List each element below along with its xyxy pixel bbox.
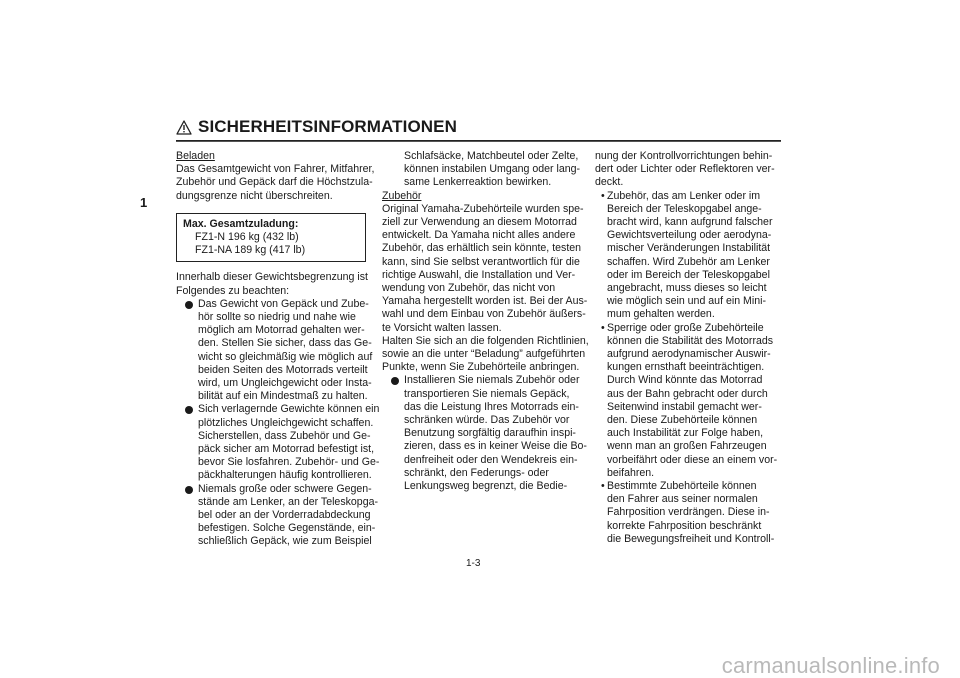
load-limit-value: FZ1-NA 189 kg (417 lb) — [195, 244, 306, 257]
column-2 — [382, 150, 589, 493]
text-line: angebracht, muss dieses so leicht — [607, 282, 767, 295]
text-line: transportieren Sie niemals Gepäck, — [404, 387, 570, 400]
text-line: Yamaha hergestellt worden ist. Bei der Aus- — [382, 295, 588, 308]
text-line: denfreiheit oder den Wendekreis ein- — [404, 453, 578, 466]
page-title: SICHERHEITSINFORMATIONEN — [198, 117, 457, 136]
text-line: oder im Bereich der Teleskopgabel — [607, 268, 770, 281]
text-line: bracht wird, kann aufgrund falscher — [607, 216, 773, 229]
bullet-dot-icon — [185, 406, 193, 414]
bullet-item — [595, 480, 785, 546]
column-3 — [595, 150, 785, 546]
text-line: Zubehör und Gepäck darf die Höchstzula- — [176, 176, 373, 189]
text-line: das die Leistung Ihres Motorrads ein- — [404, 400, 579, 413]
text-line: Das Gesamtgewicht von Fahrer, Mitfahrer, — [176, 163, 375, 176]
warning-triangle-icon — [176, 120, 192, 135]
text-line: Seitenwind instabil gemacht wer- — [607, 400, 762, 413]
bullet-item — [176, 298, 374, 404]
text-line: schränken würde. Das Zubehör vor — [404, 414, 570, 427]
text-line: stände am Lenker, an der Teleskopga- — [198, 495, 379, 508]
text-line: hör sollte so niedrig und nahe wie — [198, 311, 356, 324]
text-line: dungsgrenze nicht überschreiten. — [176, 189, 333, 202]
bullet-point-icon: • — [601, 189, 605, 202]
text-line: bilität auf ein Mindestmaß zu halten. — [198, 390, 368, 403]
text-line: Sich verlagernde Gewichte können ein — [198, 403, 380, 416]
bullet-item — [176, 482, 379, 549]
text-line: wicht so gleichmäßig wie möglich auf — [198, 350, 373, 363]
text-line: Niemals große oder schwere Gegen- — [198, 482, 372, 495]
text-line: aus der Bahn gebracht oder durch — [607, 387, 768, 400]
text-line: wie möglich sein und auf ein Mini- — [607, 295, 766, 308]
header-divider — [176, 140, 781, 142]
text-line: Zubehör, das am Lenker oder im — [607, 189, 761, 202]
text-line: wendung von Zubehör, das nicht von — [382, 282, 556, 295]
text-line: den Fahrer aus seiner normalen — [607, 493, 758, 506]
text-line: Bereich der Teleskopgabel ange- — [607, 202, 762, 215]
text-line: schließlich Gepäck, wie zum Beispiel — [198, 535, 372, 548]
text-line: Schlafsäcke, Matchbeutel oder Zelte, — [404, 150, 579, 162]
text-line: Folgendes zu beachten: — [176, 284, 290, 297]
text-line: Benutzung sorgfältig daraufhin inspi- — [404, 427, 576, 440]
text-line: Sicherstellen, dass Zubehör und Ge- — [198, 429, 371, 442]
text-line: Lenkungsweg begrenzt, die Bedie- — [404, 480, 568, 493]
bullet-item — [595, 322, 785, 480]
text-line: Punkte, wenn Sie Zubehörteile anbringen. — [382, 361, 580, 374]
load-limit-box — [176, 213, 366, 263]
text-line: bel oder an der Vorderradabdeckung — [198, 509, 371, 522]
text-line: den. Stellen Sie sicher, dass das Ge- — [198, 337, 372, 350]
text-line: wahl und dem Einbau von Zubehör äußers- — [382, 308, 586, 321]
text-line: sowie an die unter “Beladung” aufgeführten — [382, 348, 586, 361]
bullet-item — [176, 403, 380, 482]
bullet-item — [382, 374, 587, 493]
bullet-point-icon: • — [601, 480, 605, 493]
bullet-point-icon: • — [601, 321, 605, 334]
text-line: beiden Seiten des Motorrads verteilt — [198, 363, 368, 376]
text-line: kann, sind Sie selbst verantwortlich für die — [382, 255, 580, 268]
text-line: den. Diese Zubehörteile können — [607, 414, 758, 427]
text-line: päck sicher am Motorrad befestigt ist, — [198, 443, 375, 456]
text-line: schränkt, den Federungs- oder — [404, 466, 549, 479]
text-line: beifahren. — [607, 466, 655, 479]
text-line: richtige Auswahl, die Installation und Ver- — [382, 268, 576, 281]
text-line: deckt. — [595, 176, 624, 189]
text-line: wenn man an großen Fahrzeugen — [607, 440, 767, 453]
section-heading-beladen: Beladen — [176, 150, 215, 162]
text-line: mischer Veränderungen Instabilität — [607, 242, 771, 255]
text-line: Das Gewicht von Gepäck und Zube- — [198, 297, 369, 310]
text-line: entwickelt. Da Yamaha nicht alles andere — [382, 229, 576, 242]
text-line: schaffen. Wird Zubehör am Lenker — [607, 255, 770, 268]
text-line: Bestimmte Zubehörteile können — [607, 480, 757, 493]
column-1 — [176, 150, 380, 549]
text-line: Zubehör, das erhältlich sein könnte, testen — [382, 242, 582, 255]
watermark[interactable]: carmanualsonline.info — [721, 652, 940, 678]
text-line: Gewichtsverteilung oder aerodyna- — [607, 229, 772, 242]
load-limit-title: Max. Gesamtzuladung: — [183, 217, 299, 230]
text-line: dert oder Lichter oder Reflektoren ver- — [595, 163, 775, 176]
text-line: päckhalterungen häufig kontrollieren. — [198, 469, 372, 482]
text-line: auch Instabilität zur Folge haben, — [607, 427, 764, 440]
bullet-dot-icon — [185, 301, 193, 309]
text-line: wird, um Ungleichgewicht oder Insta- — [198, 377, 372, 390]
text-line: befestigen. Solche Gegenstände, ein- — [198, 522, 376, 535]
bullet-dot-icon — [185, 486, 193, 494]
text-line: te Vorsicht walten lassen. — [382, 321, 502, 334]
text-line: kungen ernsthaft beeinträchtigen. — [607, 361, 765, 374]
text-line: Original Yamaha-Zubehörteile wurden spe- — [382, 202, 584, 215]
section-heading-zubehoer: Zubehör — [382, 189, 422, 202]
text-line: Halten Sie sich an die folgenden Richtlinien, — [382, 334, 589, 347]
section-header — [176, 116, 781, 142]
text-line: korrekte Fahrposition beschränkt — [607, 519, 762, 532]
text-line: können die Stabilität des Motorrads — [607, 334, 774, 347]
page-number: 1-3 — [466, 558, 481, 569]
text-line: Innerhalb dieser Gewichtsbegrenzung ist — [176, 271, 368, 284]
text-line: Installieren Sie niemals Zubehör oder — [404, 374, 580, 387]
bullet-dot-icon — [391, 377, 399, 385]
text-line: können instabilen Umgang oder lang- — [404, 163, 581, 176]
text-line: aufgrund aerodynamischer Auswir- — [607, 348, 771, 361]
text-line: bevor Sie losfahren. Zubehör- und Ge- — [198, 456, 380, 469]
bullet-item — [595, 190, 785, 322]
chapter-number: 1 — [140, 195, 148, 210]
text-line: same Lenkerreaktion bewirken. — [404, 176, 552, 189]
text-line: plötzliches Ungleichgewicht schaffen. — [198, 416, 374, 429]
text-line: Fahrposition verdrängen. Diese in- — [607, 506, 770, 519]
text-line: vorbeifährt oder diese an einem vor- — [607, 453, 778, 466]
text-line: nung der Kontrollvorrichtungen behin- — [595, 150, 773, 162]
text-line: Sperrige oder große Zubehörteile — [607, 321, 764, 334]
load-limit-value: FZ1-N 196 kg (432 lb) — [195, 231, 299, 244]
text-line: möglich am Motorrad gehalten wer- — [198, 324, 365, 337]
text-line: ziell zur Verwendung an diesem Motorrad — [382, 216, 577, 229]
text-line: Durch Wind könnte das Motorrad — [607, 374, 763, 387]
text-line: mum gehalten werden. — [607, 308, 715, 321]
text-line: zieren, dass es in keiner Weise die Bo- — [404, 440, 587, 453]
text-line: die Bewegungsfreiheit und Kontroll- — [607, 532, 775, 545]
